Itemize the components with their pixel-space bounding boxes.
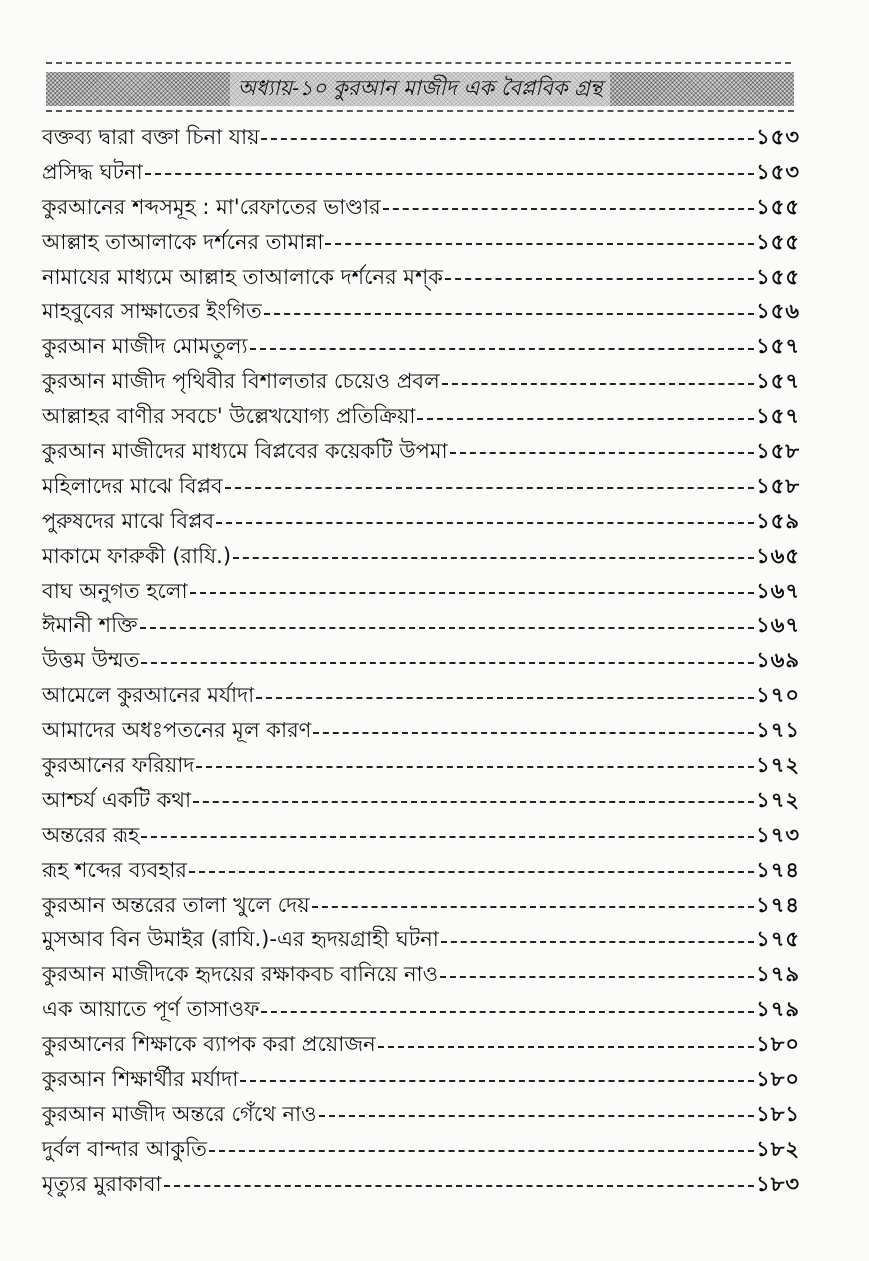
toc-dotted-leader <box>325 243 754 245</box>
toc-entry-page-number: ১৬৭ <box>756 613 800 638</box>
toc-entry-title: দুর্বল বান্দার আকুতি <box>42 1136 207 1161</box>
toc-entry <box>42 1062 800 1097</box>
toc-entry-title: আশ্চর্য একটি কথা <box>42 787 192 812</box>
toc-entry-title: আল্লাহ তাআলাকে দর্শনের তামান্না <box>42 229 324 254</box>
toc-entry-page-number: ১৭১ <box>756 718 800 743</box>
toc-entry-page-number: ১৮৩ <box>756 1171 800 1196</box>
toc-entry <box>42 957 800 992</box>
toc-entry <box>42 1132 800 1167</box>
chapter-header-band <box>46 72 794 106</box>
toc-dotted-leader <box>442 383 754 385</box>
toc-dotted-leader <box>233 557 754 559</box>
toc-entry-page-number: ১৫৫ <box>756 229 800 254</box>
chapter-title: অধ্যায়-১০ কুরআন মাজীদ এক বৈপ্লবিক গ্রন্থ <box>230 72 611 107</box>
toc-entry-title: মৃত্যুর মুরাকাবা <box>42 1171 162 1196</box>
toc-entry-title: নামাযের মাধ্যমে আল্লাহ তাআলাকে দর্শনের মশ্‌ক <box>42 264 443 289</box>
toc-dotted-leader <box>209 1150 754 1152</box>
toc-entry-page-number: ১৫৫ <box>756 264 800 289</box>
toc-entry-title: কুরআন শিক্ষার্থীর মর্যাদা <box>42 1066 239 1091</box>
toc-dotted-leader <box>261 138 754 140</box>
toc-dotted-leader <box>190 592 755 594</box>
toc-entry-page-number: ১৫৫ <box>756 194 800 219</box>
toc-entry <box>42 294 800 329</box>
toc-entry <box>42 818 800 853</box>
toc-entry-title: রূহ শব্দের ব্যবহার <box>42 857 187 882</box>
toc-entry <box>42 922 800 957</box>
toc-entry <box>42 748 800 783</box>
toc-entry-title: মহিলাদের মাঝে বিপ্লব <box>42 473 223 498</box>
toc-entry <box>42 574 800 609</box>
toc-entry-title: মাহবুবের সাক্ষাতের ইংগিত <box>42 299 262 324</box>
toc-entry-page-number: ১৫৭ <box>756 334 800 359</box>
toc-entry <box>42 888 800 923</box>
toc-entry-title: পুরুষদের মাঝে বিপ্লব <box>42 508 215 533</box>
toc-entry-page-number: ১৬৭ <box>756 578 800 603</box>
toc-entry-title: আমেলে কুরআনের মর্যাদা <box>42 683 255 708</box>
toc-entry-page-number: ১৫৮ <box>756 473 800 498</box>
toc-entry <box>42 155 800 190</box>
toc-entry <box>42 713 800 748</box>
toc-entry-page-number: ১৭৫ <box>756 927 800 952</box>
toc-entry-page-number: ১৮০ <box>756 1032 800 1057</box>
toc-entry-page-number: ১৭৩ <box>756 822 800 847</box>
toc-entry-title: কুরআন মাজীদ মোমতুল্য <box>42 334 248 359</box>
toc-dotted-leader <box>440 976 754 978</box>
toc-dotted-leader <box>216 522 754 524</box>
toc-entry-page-number: ১৫৩ <box>756 159 800 184</box>
toc-entry <box>42 1167 800 1202</box>
toc-dotted-leader <box>240 1080 754 1082</box>
toc-entry <box>42 469 800 504</box>
toc-dotted-leader <box>164 1185 754 1187</box>
toc-dotted-leader <box>256 697 754 699</box>
toc-entry-page-number: ১৭২ <box>756 752 800 777</box>
toc-entry-page-number: ১৫৬ <box>756 299 800 324</box>
toc-dotted-leader <box>445 278 754 280</box>
toc-dotted-leader <box>250 348 754 350</box>
toc-entry-page-number: ১৫৮ <box>756 438 800 463</box>
toc-entry <box>42 260 800 295</box>
toc-entry-page-number: ১৬৫ <box>756 543 800 568</box>
toc-entry-title: কুরআন মাজীদ অন্তরে গেঁথে নাও <box>42 1101 317 1126</box>
toc-entry-title: আমাদের অধঃপতনের মূল কারণ <box>42 718 312 743</box>
toc-entry <box>42 434 800 469</box>
toc-dotted-leader <box>417 418 754 420</box>
toc-entry-page-number: ১৭৯ <box>756 962 800 987</box>
toc-entry-page-number: ১৮১ <box>756 1101 800 1126</box>
toc-entry-page-number: ১৭৪ <box>756 892 800 917</box>
toc-dotted-leader <box>193 801 754 803</box>
header-top-dashed-rule <box>46 62 791 64</box>
table-of-contents <box>42 120 800 1202</box>
toc-entry <box>42 225 800 260</box>
toc-entry-title: মুসআব বিন উমাইর (রাযি.)-এর হৃদয়গ্রাহী ঘটনা <box>42 927 439 952</box>
toc-entry-page-number: ১৭০ <box>756 683 800 708</box>
toc-entry-title: ঈমানী শক্তি <box>42 613 138 638</box>
toc-entry-title: বক্তব্য দ্বারা বক্তা চিনা যায় <box>42 124 260 149</box>
toc-entry <box>42 992 800 1027</box>
toc-dotted-leader <box>378 1046 754 1048</box>
toc-dotted-leader <box>441 941 754 943</box>
toc-entry <box>42 678 800 713</box>
toc-entry <box>42 190 800 225</box>
toc-dotted-leader <box>261 1011 754 1013</box>
toc-dotted-leader <box>450 452 754 454</box>
toc-entry <box>42 120 800 155</box>
toc-entry-page-number: ১৭৯ <box>756 997 800 1022</box>
toc-entry <box>42 1027 800 1062</box>
toc-entry-page-number: ১৮২ <box>756 1136 800 1161</box>
toc-entry <box>42 608 800 643</box>
toc-entry-title: কুরআন অন্তরের তালা খুলে দেয় <box>42 892 310 917</box>
toc-entry-title: অন্তরের রূহ <box>42 822 140 847</box>
toc-dotted-leader <box>319 1115 755 1117</box>
toc-entry <box>42 364 800 399</box>
toc-dotted-leader <box>189 871 754 873</box>
toc-entry-title: কুরআন মাজীদের মাধ্যমে বিপ্লবের কয়েকটি উপমা <box>42 438 448 463</box>
toc-dotted-leader <box>383 208 754 210</box>
toc-entry-title: কুরআনের ফরিয়াদ <box>42 752 195 777</box>
toc-entry-page-number: ১৬৯ <box>756 648 800 673</box>
toc-dotted-leader <box>141 662 754 664</box>
toc-entry <box>42 539 800 574</box>
toc-entry-title: আল্লাহর বাণীর সবচে' উল্লেখযোগ্য প্রতিক্রিয়া <box>42 404 416 429</box>
toc-dotted-leader <box>313 732 754 734</box>
toc-entry-title: কুরআন মাজীদ পৃথিবীর বিশালতার চেয়েও প্রবল <box>42 369 440 394</box>
toc-entry-page-number: ১৫৭ <box>756 404 800 429</box>
toc-entry <box>42 783 800 818</box>
toc-dotted-leader <box>196 766 754 768</box>
toc-entry <box>42 504 800 539</box>
toc-entry-title: এক আয়াতে পূর্ণ তাসাওফ <box>42 997 260 1022</box>
toc-entry-title: কুরআনের শব্দসমূহ : মা'রেফাতের ভাণ্ডার <box>42 194 381 219</box>
toc-dotted-leader <box>140 627 755 629</box>
toc-entry-title: কুরআনের শিক্ষাকে ব্যাপক করা প্রয়োজন <box>42 1032 376 1057</box>
toc-dotted-leader <box>225 487 754 489</box>
toc-dotted-leader <box>312 906 755 908</box>
toc-entry <box>42 643 800 678</box>
toc-entry-title: বাঘ অনুগত হলো <box>42 578 188 603</box>
toc-entry-title: প্রসিদ্ধ ঘটনা <box>42 159 143 184</box>
toc-dotted-leader <box>141 836 754 838</box>
toc-dotted-leader <box>145 173 754 175</box>
toc-entry-title: উত্তম উম্মত <box>42 648 140 673</box>
header-bottom-dashed-rule <box>46 110 794 112</box>
toc-entry-title: মাকামে ফারুকী (রাযি.) <box>42 543 232 568</box>
toc-entry-title: কুরআন মাজীদকে হৃদয়ের রক্ষাকবচ বানিয়ে নাও <box>42 962 439 987</box>
toc-entry <box>42 1097 800 1132</box>
toc-entry-page-number: ১৫৯ <box>756 508 800 533</box>
toc-entry-page-number: ১৭২ <box>756 787 800 812</box>
toc-entry <box>42 329 800 364</box>
toc-entry-page-number: ১৭৪ <box>756 857 800 882</box>
toc-entry <box>42 853 800 888</box>
toc-entry <box>42 399 800 434</box>
toc-entry-page-number: ১৮০ <box>756 1066 800 1091</box>
toc-dotted-leader <box>264 313 754 315</box>
toc-entry-page-number: ১৫৩ <box>756 124 800 149</box>
toc-entry-page-number: ১৫৭ <box>756 369 800 394</box>
